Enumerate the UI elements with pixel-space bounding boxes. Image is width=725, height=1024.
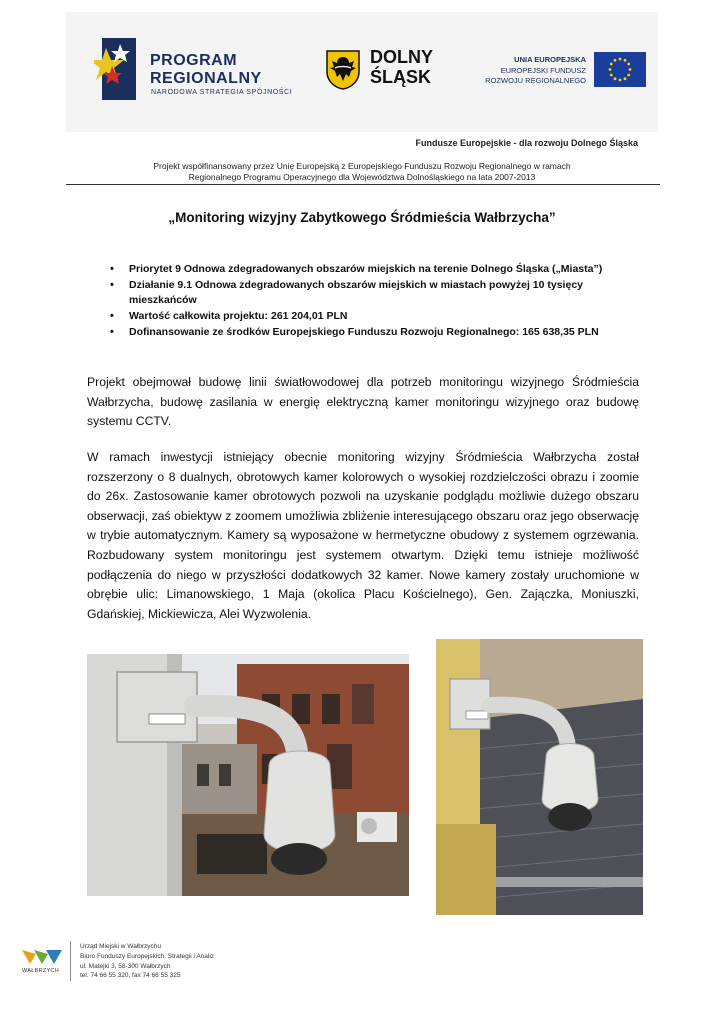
list-item: • Działanie 9.1 Odnowa zdegradowanych obszarów miejskich w miastach powyżej 10 tysięcy mieszkańców — [110, 278, 630, 308]
camera-photo-left — [87, 654, 409, 896]
walbrzych-logo-icon — [20, 946, 64, 966]
eu-logo-line2: EUROPEJSKI FUNDUSZ — [500, 66, 586, 75]
footer-department: Biuro Funduszy Europejskich, Strategii i Analiz — [80, 953, 215, 960]
eu-logo-line3: ROZWOJU REGIONALNEGO — [485, 76, 586, 85]
dolny-slask-crest-icon — [326, 50, 360, 90]
program-regionalny-title: PROGRAM — [150, 52, 238, 69]
list-item: • Wartość całkowita projektu: 261 204,01 PLN — [110, 309, 630, 324]
funding-tagline: Fundusze Europejskie - dla rozwoju Dolnego Śląska — [415, 138, 638, 148]
document-title: „Monitoring wizyjny Zabytkowego Śródmieścia Wałbrzycha” — [168, 210, 556, 225]
body-paragraph-2: W ramach inwestycji istniejący obecnie monitoring wizyjny Śródmieścia Wałbrzycha został rozszerzony o 8 dualnych, obrotowych kamer kolorowych o wysokiej rozdzielczości obrazu i zoomie do 26x. Zastosowanie kamer obrotowych pozwoli na uzyskanie podglądu możliwie dużego obszaru obserwacji, zaś obiektyw z zoomem umożliwia zbliżenie interesującego obszaru oraz jego obserwację w trybie automatycznym. Kamery są wyposażone w hermetyczne obudowy z systemem ogrzewania. Rozbudowany system monitoringu jest systemem otwartym. Dzięki temu istnieje możliwość podłączenia do niego w przyszłości dodatkowych 32 kamer. Nowe kamery zostały uruchomione w obrębie ulic: Limanowskiego, 1 Maja (okolica Placu Kościelnego), Gen. Zajączka, Moniuszki, Gdańskiej, Mickiewicza, Alei Wyzwolenia. — [87, 450, 639, 621]
camera-photo-right — [436, 639, 643, 915]
project-facts-list — [110, 262, 630, 341]
body-paragraph-1: Projekt obejmował budowę linii światłowodowej dla potrzeb monitoringu wizyjnego Śródmieścia Wałbrzycha, budowę zasilania w energię elektryczną kamer monitoringu wizyjnego oraz budowę systemu CCTV. — [87, 375, 639, 429]
walbrzych-logo-text: WAŁBRZYCH — [22, 968, 60, 974]
header-divider — [66, 184, 660, 185]
dolny-slask-title-line2: ŚLĄSK — [370, 67, 432, 87]
footer-office-name: Urząd Miejski w Wałbrzychu — [80, 943, 162, 950]
cofinancing-note-line2: Regionalnego Programu Operacyjnego dla Województwa Dolnośląskiego na lata 2007-2013 — [188, 172, 536, 182]
program-regionalny-title-line2: REGIONALNY — [150, 70, 262, 87]
footer-divider — [70, 941, 71, 981]
program-regionalny-logo-icon — [94, 38, 136, 100]
eu-flag-icon — [594, 52, 646, 87]
list-item: • Dofinansowanie ze środków Europejskiego Funduszu Rozwoju Regionalnego: 165 638,35 PLN — [110, 325, 630, 340]
program-regionalny-subtitle: NARODOWA STRATEGIA SPÓJNOŚCI — [151, 89, 293, 96]
list-item: • Priorytet 9 Odnowa zdegradowanych obszarów miejskich na terenie Dolnego Śląska („Miasta”) — [110, 262, 630, 277]
cofinancing-note-line1: Projekt współfinansowany przez Unię Europejską z Europejskiego Funduszu Rozwoju Regionalnego w ramach — [153, 161, 571, 171]
footer-address: ul. Matejki 3, 58-300 Wałbrzych — [80, 963, 171, 970]
eu-logo-line1: UNIA EUROPEJSKA — [514, 55, 586, 64]
dolny-slask-title: DOLNY — [370, 47, 433, 67]
footer-phone-fax: tel. 74 66 55 320, fax 74 66 55 325 — [80, 972, 181, 979]
